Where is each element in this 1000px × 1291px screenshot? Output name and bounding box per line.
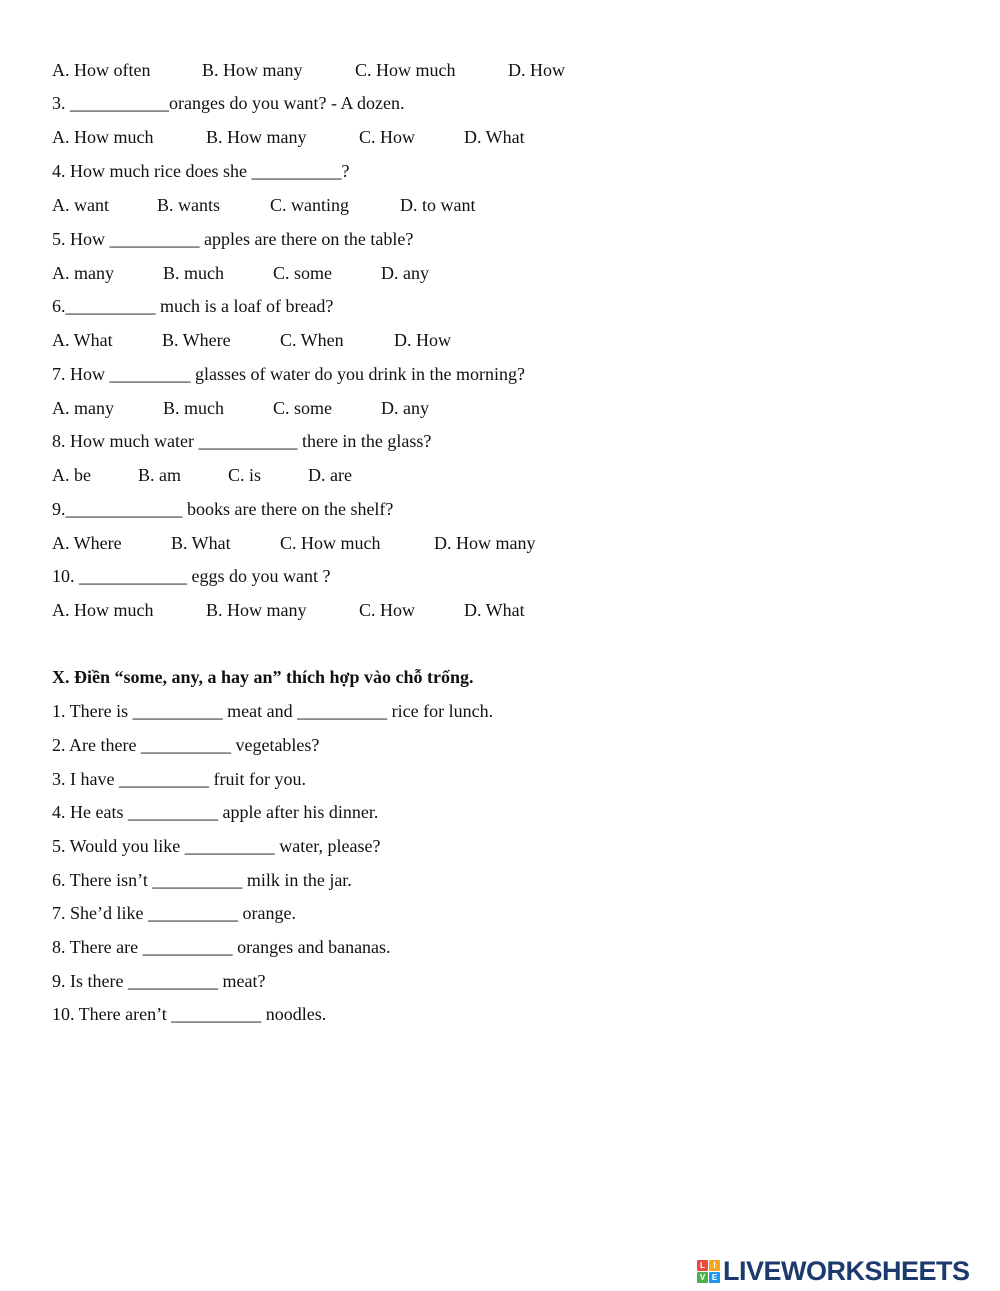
option-a: A. many	[52, 398, 114, 418]
option-d: D. How	[394, 330, 451, 350]
fill-item-1: 1. There is __________ meat and __________ rice for lunch.	[52, 701, 494, 721]
option-d: D. any	[381, 263, 429, 283]
option-b: B. am	[138, 465, 181, 485]
option-a: A. How much	[52, 600, 154, 620]
liveworksheets-logo	[697, 1256, 995, 1286]
option-d: D. How	[508, 60, 565, 80]
option-c: C. wanting	[270, 195, 349, 215]
option-c: C. How much	[280, 533, 381, 553]
logo-square-l: L	[697, 1260, 708, 1271]
logo-square-i: I	[709, 1260, 720, 1271]
option-b: B. wants	[157, 195, 220, 215]
option-c: C. How	[359, 127, 416, 147]
question-8: 8. How much water ___________ there in the glass?	[52, 431, 432, 451]
option-c: C. some	[273, 398, 333, 418]
logo-square-e: E	[709, 1272, 720, 1283]
option-b: B. Where	[162, 330, 231, 350]
question-10: 10. ____________ eggs do you want ?	[52, 566, 331, 586]
option-b: B. much	[163, 263, 224, 283]
liveworksheets-icon	[697, 1260, 720, 1283]
option-a: A. Where	[52, 533, 122, 553]
section-x-heading: X. Điền “some, any, a hay an” thích hợp vào chỗ trống.	[52, 667, 474, 687]
fill-item-6: 6. There isn’t __________ milk in the jar.	[52, 870, 352, 890]
option-b: B. What	[171, 533, 231, 553]
option-c: C. some	[273, 263, 333, 283]
option-d: D. are	[308, 465, 352, 485]
question-4: 4. How much rice does she __________?	[52, 161, 350, 181]
fill-item-4: 4. He eats __________ apple after his dinner.	[52, 802, 379, 822]
question-7: 7. How _________ glasses of water do you drink in the morning?	[52, 364, 525, 384]
option-c: C. When	[280, 330, 344, 350]
fill-item-3: 3. I have __________ fruit for you.	[52, 769, 306, 789]
option-d: D. any	[381, 398, 429, 418]
logo-square-v: V	[697, 1272, 708, 1283]
question-3: 3. ___________oranges do you want? - A dozen.	[52, 93, 405, 113]
fill-item-7: 7. She’d like __________ orange.	[52, 903, 296, 923]
option-d: D. What	[464, 600, 525, 620]
fill-item-10: 10. There aren’t __________ noodles.	[52, 1004, 327, 1024]
fill-item-9: 9. Is there __________ meat?	[52, 971, 266, 991]
question-9: 9._____________ books are there on the shelf?	[52, 499, 394, 519]
question-5: 5. How __________ apples are there on the table?	[52, 229, 414, 249]
option-b: B. How many	[206, 600, 307, 620]
option-c: C. is	[228, 465, 262, 485]
option-d: D. What	[464, 127, 525, 147]
option-c: C. How	[359, 600, 416, 620]
option-b: B. How many	[202, 60, 303, 80]
fill-item-2: 2. Are there __________ vegetables?	[52, 735, 320, 755]
option-d: D. How many	[434, 533, 536, 553]
option-b: B. much	[163, 398, 224, 418]
option-c: C. How much	[355, 60, 456, 80]
option-a: A. be	[52, 465, 91, 485]
liveworksheets-text: LIVEWORKSHEETS	[723, 1255, 970, 1286]
option-a: A. How much	[52, 127, 154, 147]
question-6: 6.__________ much is a loaf of bread?	[52, 296, 334, 316]
option-a: A. many	[52, 263, 114, 283]
option-a: A. What	[52, 330, 113, 350]
option-d: D. to want	[400, 195, 476, 215]
option-a: A. How often	[52, 60, 151, 80]
fill-item-5: 5. Would you like __________ water, please?	[52, 836, 381, 856]
fill-item-8: 8. There are __________ oranges and bananas.	[52, 937, 391, 957]
option-b: B. How many	[206, 127, 307, 147]
option-a: A. want	[52, 195, 109, 215]
